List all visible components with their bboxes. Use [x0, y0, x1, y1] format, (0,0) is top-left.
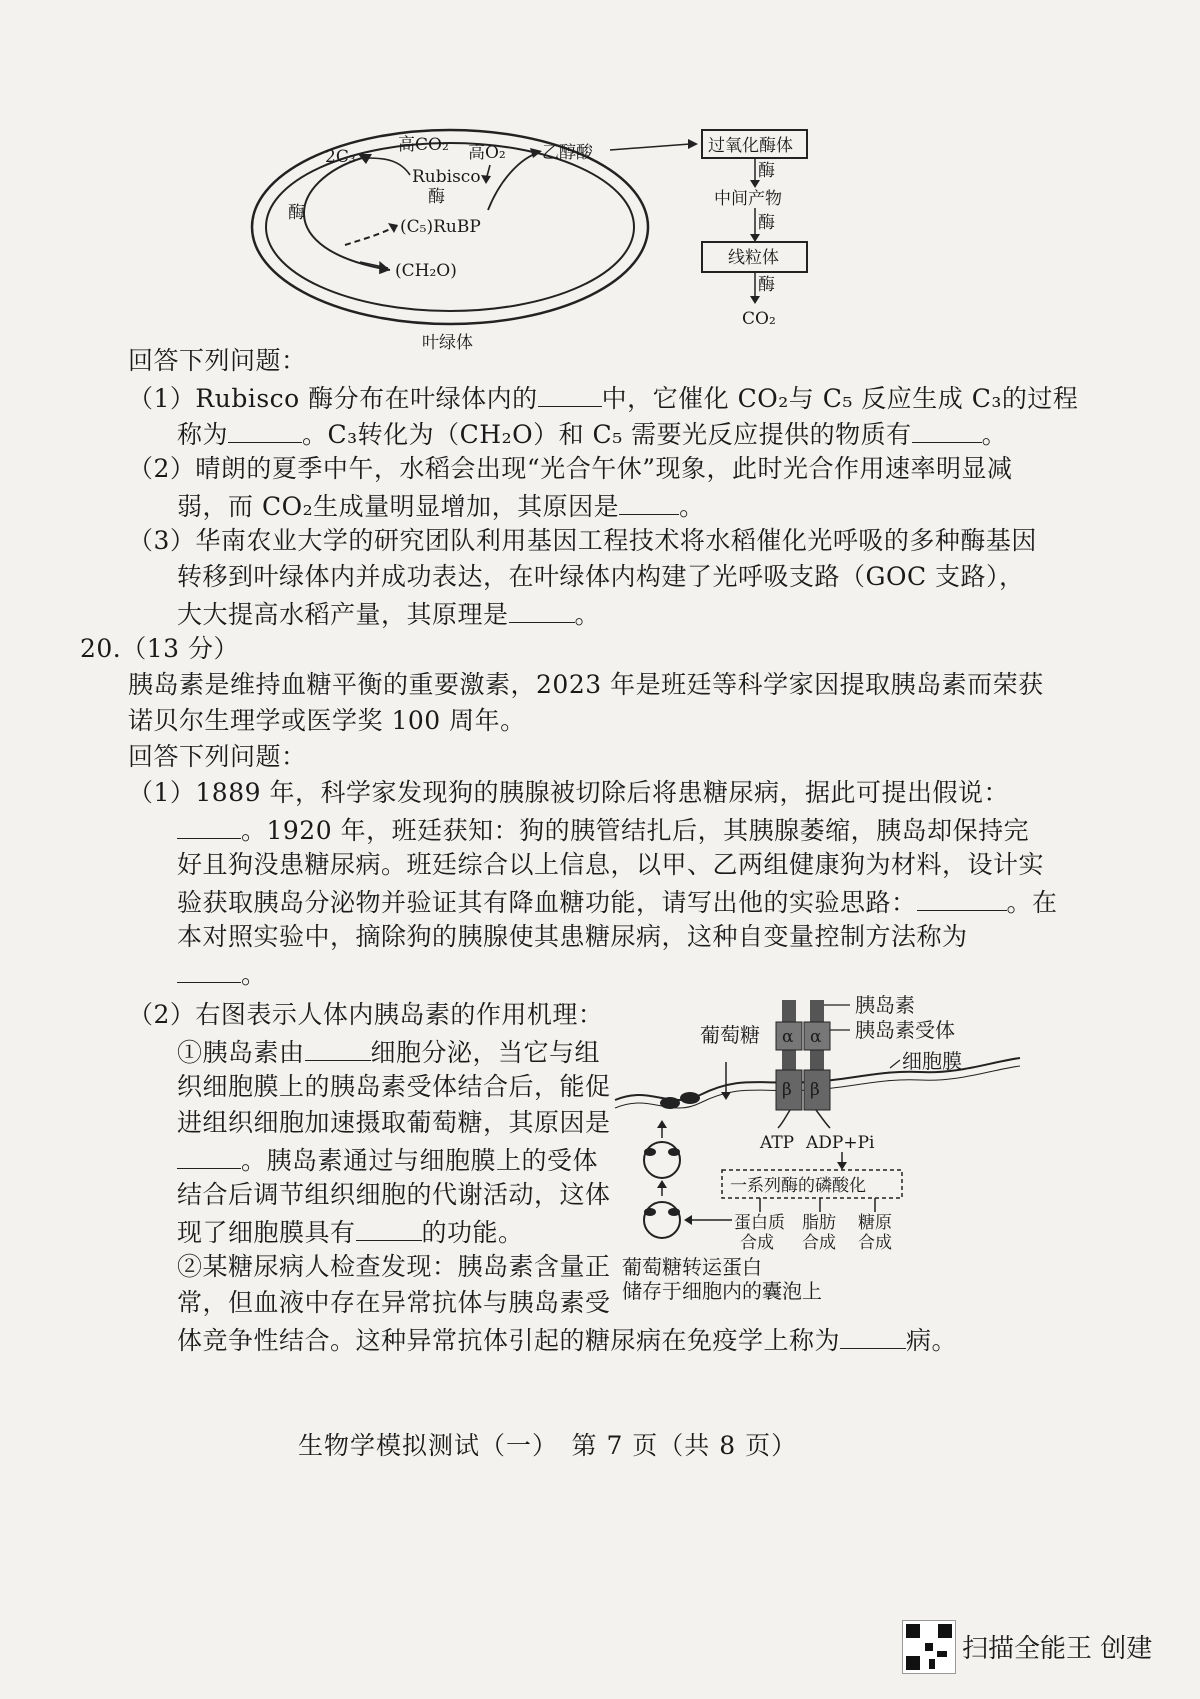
text: 。 [679, 492, 705, 521]
protein-label: 蛋白质 [734, 1213, 785, 1233]
label-enzyme-c: 酶 [758, 275, 775, 295]
vesicle-transporter [668, 1208, 680, 1216]
text: 中，它催化 CO₂与 C₅ 反应生成 C₃的过程 [601, 384, 1079, 413]
label-intermediate: 中间产物 [714, 189, 782, 209]
text: 。在 [1006, 888, 1058, 917]
q20-part2-line1: （2）右图表示人体内胰岛素的作用机理： [128, 1000, 604, 1029]
answer-blank[interactable] [509, 596, 575, 623]
beta-label-left: β [782, 1080, 792, 1100]
label-rubp: (C₅)RuBP [400, 217, 481, 237]
beta-label-right: β [810, 1080, 820, 1100]
vesicle [644, 1202, 680, 1238]
arrow-head [688, 139, 698, 149]
transporter-on-membrane [660, 1097, 680, 1109]
adp-arrow [816, 1110, 830, 1128]
membrane-pointer [890, 1060, 900, 1068]
text: 。C₃转化为（CH₂O）和 C₅ 需要光反应提供的物质有 [302, 420, 912, 449]
q20-part2-line5 [177, 1142, 598, 1178]
answer-blank[interactable] [228, 416, 302, 443]
photorespiration-diagram [250, 120, 870, 360]
arrow-head [377, 261, 391, 276]
q20-part2-line8: ②某糖尿病人检查发现：胰岛素含量正 [177, 1252, 611, 1281]
atp-arrow [778, 1110, 790, 1128]
alpha-label-left: α [782, 1027, 794, 1047]
answer-blank[interactable] [912, 416, 982, 443]
q20-intro-line2: 诺贝尔生理学或医学奖 100 周年。 [128, 706, 526, 735]
q19-answer-intro: 回答下列问题： [128, 346, 307, 375]
arrow-head [684, 1215, 692, 1225]
label-glycolic-acid: 乙醇酸 [542, 143, 593, 163]
vesicle-transporter [644, 1208, 656, 1216]
phosphorylation-label: 一系列酶的磷酸化 [730, 1176, 866, 1196]
q20-part2-line6: 结合后调节组织细胞的代谢活动，这体 [177, 1180, 611, 1209]
arrow-head [750, 180, 760, 188]
q20-part2-line7 [177, 1214, 524, 1250]
q20-part2-line2 [177, 1034, 600, 1070]
text: 大大提高水稻产量，其原理是 [177, 600, 509, 629]
label-co2-output: CO₂ [742, 309, 776, 329]
vesicle-transporter [668, 1148, 680, 1156]
vesicle-transporter [644, 1148, 656, 1156]
cell-membrane-label: 细胞膜 [902, 1049, 962, 1073]
glucose-label: 葡萄糖 [700, 1023, 760, 1047]
label-rubisco: Rubisco [412, 167, 481, 187]
label-peroxisome: 过氧化酶体 [708, 136, 793, 156]
text: （1）Rubisco 酶分布在叶绿体内的 [128, 384, 538, 413]
q20-header: 20.（13 分） [80, 634, 240, 663]
q20-part2-line3: 织细胞膜上的胰岛素受体结合后，能促 [177, 1072, 611, 1101]
transporter-caption-line1: 葡萄糖转运蛋白 [622, 1255, 762, 1279]
q20-part2-line9: 常，但血液中存在异常抗体与胰岛素受 [177, 1288, 611, 1317]
label-high-co2: 高CO₂ [398, 135, 449, 155]
q20-part1-line3: 好且狗没患糖尿病。班廷综合以上信息，以甲、乙两组健康狗为材料，设计实 [177, 850, 1045, 879]
q19-part2-line2 [177, 488, 705, 524]
answer-blank[interactable] [538, 380, 602, 407]
fat-synthesis-label: 合成 [802, 1233, 836, 1253]
text: 称为 [177, 420, 229, 449]
transporter-on-membrane [680, 1092, 700, 1104]
arrow-head [388, 223, 398, 233]
text: 弱，而 CO₂生成量明显增加，其原因是 [177, 492, 620, 521]
answer-blank[interactable] [356, 1214, 422, 1241]
alpha-label-right: α [810, 1027, 822, 1047]
arrow-head [657, 1180, 667, 1188]
protein-synthesis-label: 合成 [740, 1233, 774, 1253]
insulin-mechanism-diagram [610, 1000, 1050, 1270]
q20-part2-line4: 进组织细胞加速摄取葡萄糖，其原因是 [177, 1108, 611, 1137]
text: 验获取胰岛分泌物并验证其有降血糖功能，请写出他的实验思路： [177, 888, 917, 917]
text: 病。 [906, 1326, 958, 1355]
q20-intro-line1: 胰岛素是维持血糖平衡的重要激素，2023 年是班廷等科学家因提取胰岛素而荣获 [128, 670, 1044, 699]
answer-blank[interactable] [177, 956, 241, 983]
q20-part1-line5: 本对照实验中，摘除狗的胰腺使其患糖尿病，这种自变量控制方法称为 [177, 922, 968, 951]
q20-part1-line4 [177, 884, 1058, 920]
arrow-head [750, 234, 760, 242]
answer-blank[interactable] [305, 1034, 371, 1061]
insulin-receptor-label: 胰岛素受体 [855, 1018, 955, 1042]
text: 。1920 年，班廷获知：狗的胰管结扎后，其胰腺萎缩，胰岛却保持完 [241, 816, 1030, 845]
label-enzyme-a: 酶 [758, 161, 775, 181]
text: 。 [574, 600, 601, 629]
arrow-head [837, 1162, 847, 1170]
arrow-head [657, 1120, 667, 1128]
label-enzyme-b: 酶 [758, 213, 775, 233]
text: 。 [241, 960, 267, 989]
answer-blank[interactable] [177, 1142, 241, 1169]
q20-answer-intro: 回答下列问题： [128, 742, 307, 771]
label-2c3: 2C₃ [325, 147, 356, 167]
q20-part2-line10 [177, 1322, 957, 1358]
text: 的功能。 [421, 1218, 524, 1247]
label-chloroplast: 叶绿体 [422, 333, 473, 353]
text: 体竞争性结合。这种异常抗体引起的糖尿病在免疫学上称为 [177, 1326, 841, 1355]
scanner-watermark: 扫描全能王 创建 [962, 1634, 1153, 1664]
answer-blank[interactable] [917, 884, 1007, 911]
q20-part1-line1: （1）1889 年，科学家发现狗的胰腺被切除后将患糖尿病，据此可提出假说： [128, 778, 1009, 807]
label-ch2o: (CH₂O) [395, 261, 457, 281]
answer-blank[interactable] [619, 488, 679, 515]
calvin-cycle-arc [304, 158, 390, 270]
glycogen-label: 糖原 [858, 1213, 892, 1233]
rubisco-arrow [368, 158, 410, 175]
glycogen-synthesis-label: 合成 [858, 1233, 892, 1253]
text: 。 [981, 420, 1008, 449]
arrow-head [721, 1092, 731, 1100]
label-mitochondrion: 线粒体 [728, 248, 779, 268]
text: 细胞分泌，当它与组 [370, 1038, 601, 1067]
page-footer: 生物学模拟测试（一） 第 7 页（共 8 页） [298, 1431, 798, 1460]
adp-label: ADP+Pi [806, 1133, 875, 1153]
glycolate-transport-arrow [610, 144, 690, 150]
q19-part3-line3 [177, 596, 600, 632]
fat-label: 脂肪 [802, 1213, 836, 1233]
arrow-head [481, 175, 491, 184]
text: 。胰岛素通过与细胞膜上的受体 [241, 1146, 599, 1175]
q19-part3-line2: 转移到叶绿体内并成功表达，在叶绿体内构建了光呼吸支路（GOC 支路）， [177, 562, 1025, 591]
answer-blank[interactable] [177, 812, 241, 839]
atp-label: ATP [760, 1133, 795, 1153]
insulin-label: 胰岛素 [855, 993, 915, 1017]
q19-part2-line1: （2）晴朗的夏季中午，水稻会出现“光合午休”现象，此时光合作用速率明显减 [128, 454, 1013, 483]
label-rubisco-enzyme: 酶 [428, 187, 445, 207]
vesicle [644, 1142, 680, 1178]
q20-part1-line2 [177, 812, 1029, 848]
q20-part1-line6 [177, 956, 267, 992]
text: ①胰岛素由 [177, 1038, 305, 1067]
dashed-regeneration-arrow [345, 225, 398, 245]
q19-part3-line1: （3）华南农业大学的研究团队利用基因工程技术将水稻催化光呼吸的多种酶基因 [128, 526, 1037, 555]
label-cycle-enzyme: 酶 [288, 203, 305, 223]
arrow-head [750, 296, 760, 304]
transporter-caption-line2: 储存于细胞内的囊泡上 [622, 1279, 822, 1303]
text: 现了细胞膜具有 [177, 1218, 356, 1247]
q19-part1-line1 [128, 380, 1078, 416]
label-high-o2: 高O₂ [468, 143, 506, 163]
q19-part1-line2 [177, 416, 1007, 452]
answer-blank[interactable] [840, 1322, 906, 1349]
qr-code-icon [902, 1620, 956, 1674]
